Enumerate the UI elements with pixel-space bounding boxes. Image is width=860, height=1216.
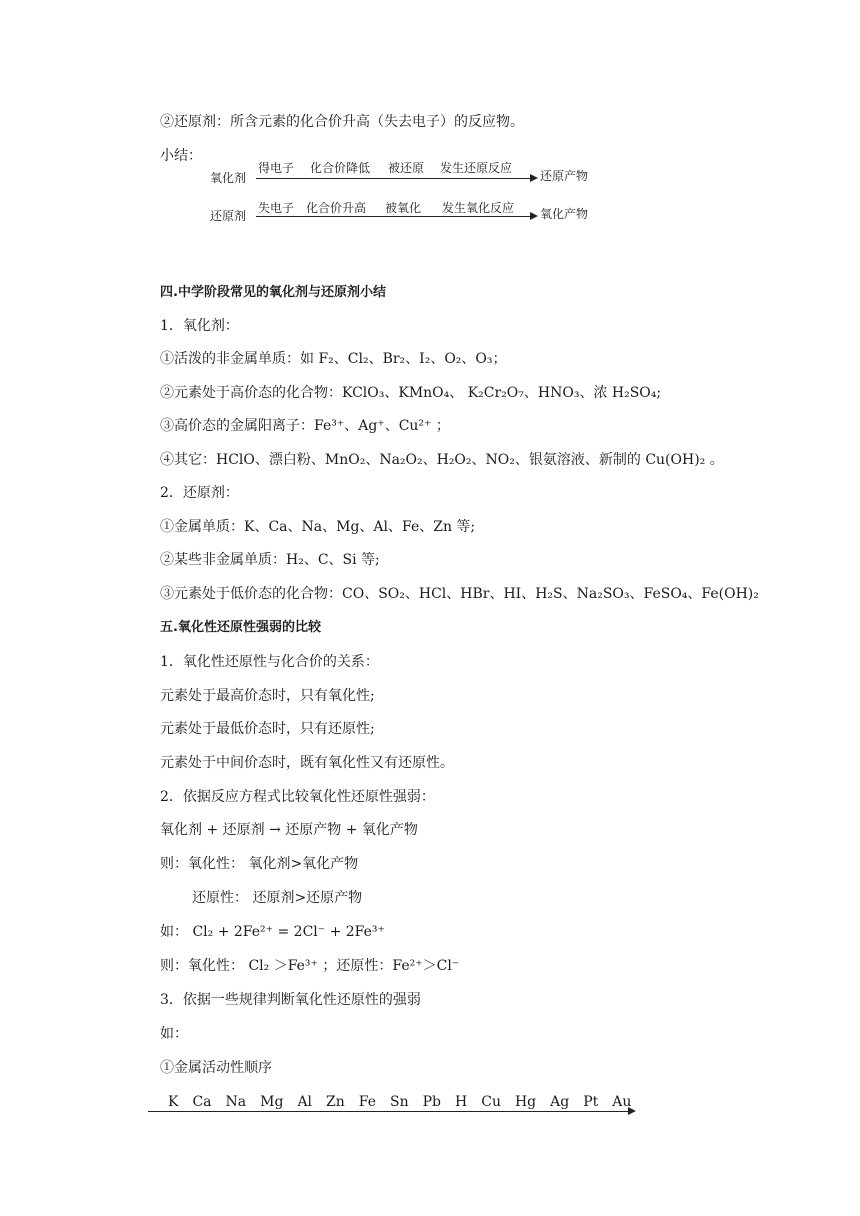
point-1-lowest: 元素处于最低价态时，只有还原性; — [160, 721, 375, 737]
reductant-step-4: 发生氧化反应 — [442, 201, 515, 215]
summary-label: 小结： — [160, 148, 202, 164]
metal-item: Sn — [390, 1094, 409, 1110]
oxidant-arrow-line — [256, 178, 532, 179]
reductant-definition: ②还原剂：所含元素的化合价升高（失去电子）的反应物。 — [160, 114, 524, 130]
reductant-title: 2．还原剂： — [160, 485, 239, 501]
reductant-item-2: ②某些非金属单质：H₂、C、Si 等; — [160, 552, 380, 568]
metal-item: K — [168, 1094, 179, 1110]
reductant-item-1: ①金属单质：K、Ca、Na、Mg、Al、Fe、Zn 等; — [160, 519, 476, 535]
section-4-title: 四.中学阶段常见的氧化剂与还原剂小结 — [160, 285, 386, 300]
reductant-label: 还原剂 — [210, 209, 247, 223]
metal-activity-series — [168, 1094, 645, 1110]
point-2-example-result: 则：氧化性： Cl₂ ＞Fe³⁺ ；还原性：Fe²⁺＞Cl⁻ — [160, 958, 460, 974]
point-2-title: 2．依据反应方程式比较氧化性还原性强弱： — [160, 789, 435, 805]
metal-item: Mg — [260, 1094, 284, 1110]
oxidant-step-3: 被还原 — [388, 161, 425, 175]
point-2-example: 如： Cl₂ + 2Fe²⁺ = 2Cl⁻ + 2Fe³⁺ — [160, 924, 385, 940]
reductant-arrow-head-icon — [530, 212, 538, 220]
metal-item: Al — [297, 1094, 313, 1110]
point-2-reducing: 还原性： 还原剂>还原产物 — [192, 890, 363, 906]
point-1-highest: 元素处于最高价态时，只有氧化性; — [160, 688, 375, 704]
oxidant-item-2: ②元素处于高价态的化合物：KClO₃、KMnO₄、 K₂Cr₂O₇、HNO₃、浓 H₂SO₄; — [160, 385, 662, 401]
point-3-example-label: 如： — [160, 1026, 188, 1042]
reductant-arrow-line — [256, 216, 532, 217]
point-2-equation: 氧化剂 + 还原剂 → 还原产物 + 氧化产物 — [160, 822, 418, 838]
metal-series-arrow-line — [148, 1111, 630, 1112]
metal-series-arrow-head-icon — [628, 1107, 636, 1115]
oxidant-item-3: ③高价态的金属阳离子：Fe³⁺、Ag⁺、Cu²⁺ ； — [160, 418, 450, 434]
metal-item: Ca — [192, 1094, 212, 1110]
oxidant-step-1: 得电子 — [258, 161, 295, 175]
metal-item: Hg — [514, 1094, 537, 1110]
metal-item: Fe — [358, 1094, 377, 1110]
metal-item: Cu — [481, 1094, 501, 1110]
metal-item: Zn — [326, 1094, 345, 1110]
metal-item: Ag — [550, 1094, 570, 1110]
metal-item: Au — [612, 1094, 632, 1110]
point-1-title: 1．氧化性还原性与化合价的关系： — [160, 654, 379, 670]
oxidant-item-1: ①活泼的非金属单质：如 F₂、Cl₂、Br₂、I₂、O₂、O₃； — [160, 351, 507, 367]
section-5-title: 五.氧化性还原性强弱的比较 — [160, 620, 321, 635]
reductant-product: 氧化产物 — [540, 207, 589, 221]
oxidant-step-4: 发生还原反应 — [440, 161, 513, 175]
point-3-title: 3．依据一些规律判断氧化性还原性的强弱 — [160, 992, 421, 1008]
metal-item: Pb — [422, 1094, 442, 1110]
reductant-item-3: ③元素处于低价态的化合物：CO、SO₂、HCl、HBr、HI、H₂S、Na₂SO₃、FeSO₄、Fe(OH)₂ — [160, 586, 759, 602]
oxidant-title: 1．氧化剂： — [160, 318, 239, 334]
oxidant-label: 氧化剂 — [210, 171, 247, 185]
reductant-step-2: 化合价升高 — [306, 201, 367, 215]
reductant-step-3: 被氧化 — [385, 201, 422, 215]
metal-activity-title: ①金属活动性顺序 — [160, 1060, 272, 1076]
point-1-middle: 元素处于中间价态时，既有氧化性又有还原性。 — [160, 755, 454, 771]
point-2-oxidizing: 则：氧化性： 氧化剂>氧化产物 — [160, 856, 359, 872]
reductant-step-1: 失电子 — [258, 201, 295, 215]
oxidant-step-2: 化合价降低 — [310, 161, 371, 175]
oxidant-item-4: ④其它：HClO、漂白粉、MnO₂、Na₂O₂、H₂O₂、NO₂、银氨溶液、新制的 Cu(OH)₂ 。 — [160, 452, 724, 468]
oxidant-arrow-head-icon — [530, 174, 538, 182]
metal-item: Na — [225, 1094, 247, 1110]
oxidant-product: 还原产物 — [540, 169, 589, 183]
metal-item: Pt — [583, 1094, 599, 1110]
metal-item: H — [455, 1094, 468, 1110]
